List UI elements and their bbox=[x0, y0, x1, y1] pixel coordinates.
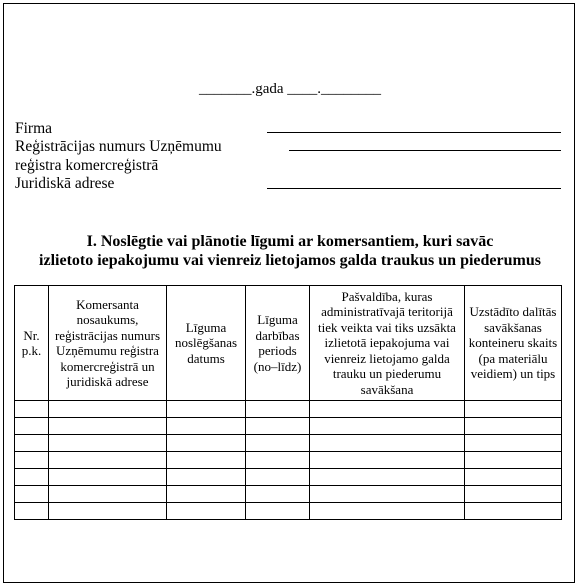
section-title-line-2: izlietoto iepakojumu vai vienreiz lietojamos galda traukus un piederumus bbox=[39, 252, 541, 269]
firm-input-line[interactable] bbox=[267, 132, 561, 133]
table-row bbox=[15, 401, 562, 418]
table-header-row bbox=[15, 286, 562, 401]
date-line: _______.gada ____.________ bbox=[198, 81, 382, 97]
table-cell[interactable] bbox=[15, 452, 49, 469]
table-row bbox=[15, 452, 562, 469]
table-cell[interactable] bbox=[310, 503, 465, 520]
table-cell[interactable] bbox=[246, 452, 310, 469]
header-contract-date: Līguma noslēgšanas datums bbox=[167, 286, 246, 401]
table-cell[interactable] bbox=[15, 435, 49, 452]
table-cell[interactable] bbox=[49, 486, 167, 503]
table-cell[interactable] bbox=[15, 418, 49, 435]
table-cell[interactable] bbox=[465, 401, 562, 418]
table-cell[interactable] bbox=[167, 469, 246, 486]
firm-label: Firma bbox=[15, 120, 53, 137]
section-title-line-1: I. Noslēgtie vai plānotie līgumi ar komersantiem, kuri savāc bbox=[86, 233, 494, 250]
table-cell[interactable] bbox=[246, 469, 310, 486]
table-row bbox=[15, 418, 562, 435]
table-cell[interactable] bbox=[246, 401, 310, 418]
commercial-register-label: reģistra komercreģistrā bbox=[15, 157, 159, 174]
table-cell[interactable] bbox=[465, 452, 562, 469]
section-title bbox=[4, 232, 576, 270]
table-cell[interactable] bbox=[15, 469, 49, 486]
table-cell[interactable] bbox=[465, 435, 562, 452]
table-body bbox=[15, 401, 562, 520]
table-cell[interactable] bbox=[310, 401, 465, 418]
header-containers: Uzstādīto dalītās savākšanas konteineru skaits (pa materiālu veidiem) un tips bbox=[465, 286, 562, 401]
table-cell[interactable] bbox=[246, 435, 310, 452]
table-cell[interactable] bbox=[246, 503, 310, 520]
table-cell[interactable] bbox=[49, 435, 167, 452]
table-cell[interactable] bbox=[15, 486, 49, 503]
table-cell[interactable] bbox=[465, 486, 562, 503]
table-row bbox=[15, 503, 562, 520]
header-company: Komersanta nosaukums, reģistrācijas numurs Uzņēmumu reģistra komercreģistrā un juridiskā adrese bbox=[49, 286, 167, 401]
header-municipality: Pašvaldība, kuras administratīvajā teritorijā tiek veikta vai tiks uzsākta izlietotā iepakojuma vai vienreiz lietojamo galda trauku un piederumu savākšana bbox=[310, 286, 465, 401]
table-row bbox=[15, 486, 562, 503]
table-cell[interactable] bbox=[465, 469, 562, 486]
table-cell[interactable] bbox=[310, 469, 465, 486]
registration-number-label: Reģistrācijas numurs Uzņēmumu bbox=[15, 138, 222, 155]
registration-number-input-line[interactable] bbox=[289, 150, 561, 151]
legal-address-input-line[interactable] bbox=[267, 188, 561, 189]
table-cell[interactable] bbox=[15, 503, 49, 520]
table-cell[interactable] bbox=[310, 418, 465, 435]
table-cell[interactable] bbox=[167, 486, 246, 503]
table-cell[interactable] bbox=[167, 435, 246, 452]
table-cell[interactable] bbox=[310, 452, 465, 469]
table-cell[interactable] bbox=[49, 418, 167, 435]
table-cell[interactable] bbox=[49, 401, 167, 418]
table-row bbox=[15, 435, 562, 452]
header-contract-period: Līguma darbības periods (no–līdz) bbox=[246, 286, 310, 401]
table-cell[interactable] bbox=[310, 486, 465, 503]
table-cell[interactable] bbox=[310, 435, 465, 452]
table-cell[interactable] bbox=[49, 503, 167, 520]
header-nr: Nr. p.k. bbox=[15, 286, 49, 401]
table-cell[interactable] bbox=[246, 418, 310, 435]
table-row bbox=[15, 469, 562, 486]
table-cell[interactable] bbox=[49, 469, 167, 486]
table-cell[interactable] bbox=[167, 452, 246, 469]
document-page bbox=[3, 3, 575, 583]
table-cell[interactable] bbox=[167, 503, 246, 520]
contracts-table bbox=[14, 285, 562, 520]
table-cell[interactable] bbox=[15, 401, 49, 418]
table-cell[interactable] bbox=[167, 401, 246, 418]
legal-address-label: Juridiskā adrese bbox=[15, 175, 115, 192]
table-cell[interactable] bbox=[465, 418, 562, 435]
table-cell[interactable] bbox=[167, 418, 246, 435]
table-cell[interactable] bbox=[246, 486, 310, 503]
table-cell[interactable] bbox=[465, 503, 562, 520]
table-cell[interactable] bbox=[49, 452, 167, 469]
